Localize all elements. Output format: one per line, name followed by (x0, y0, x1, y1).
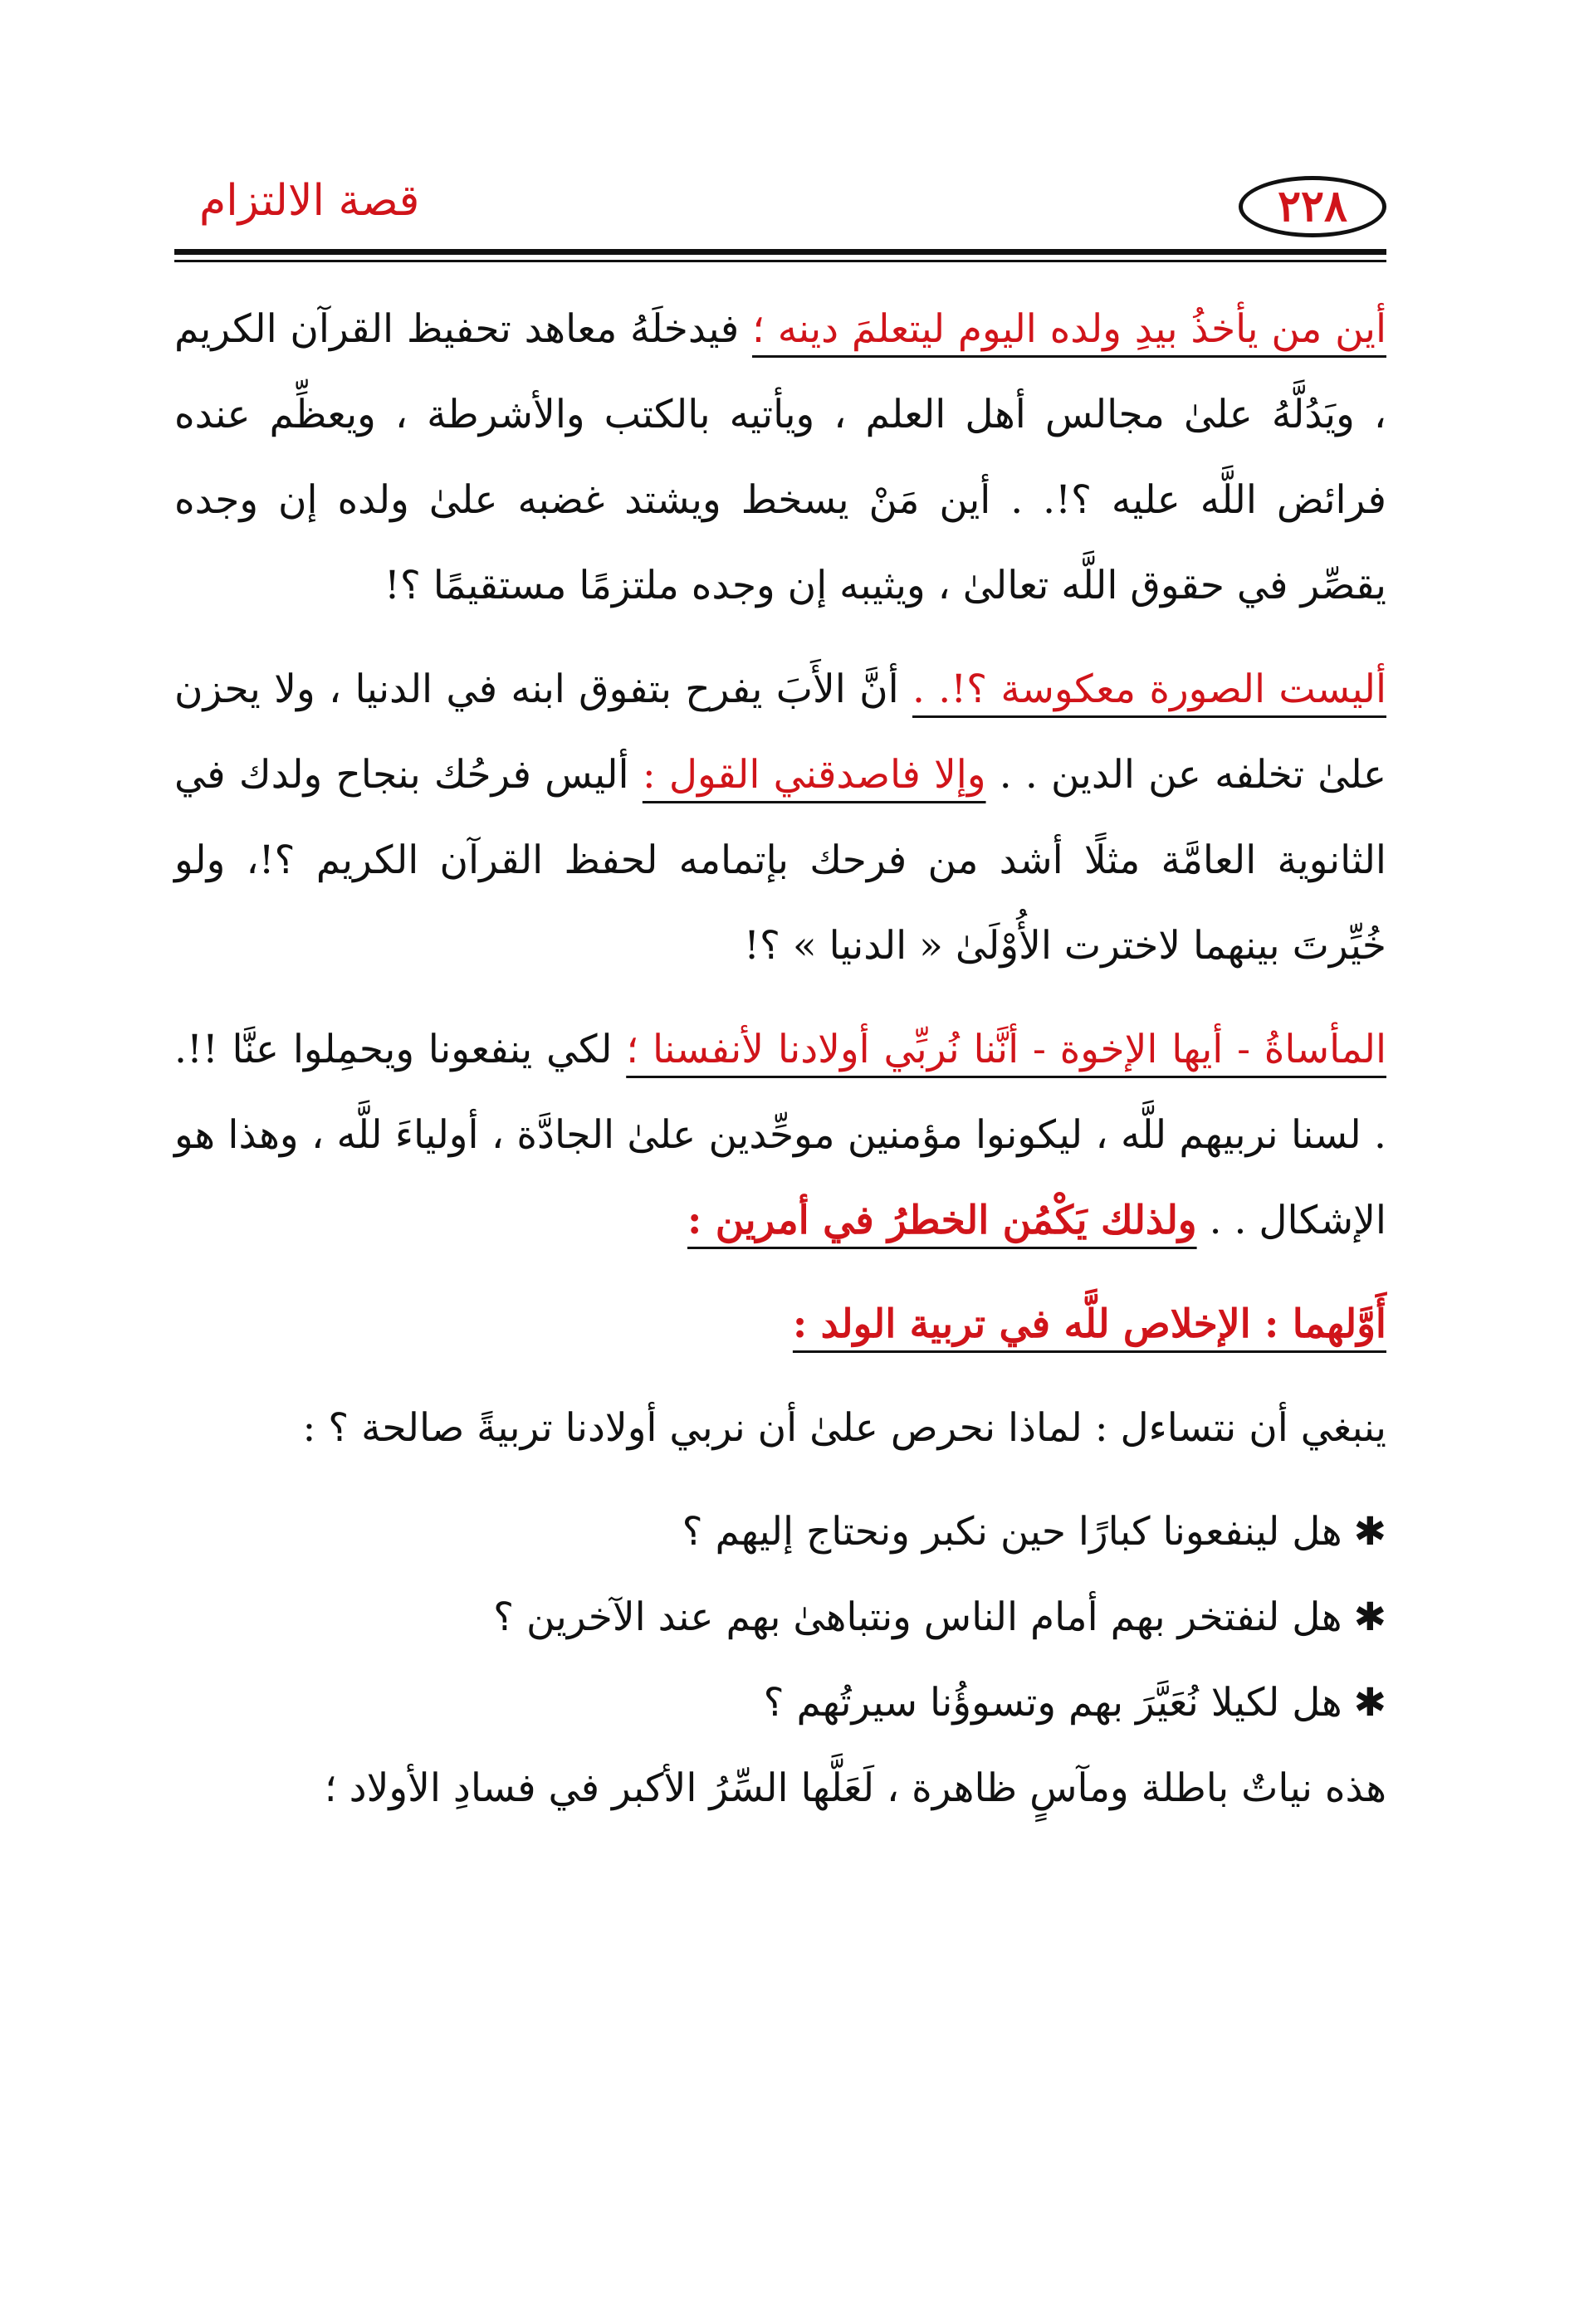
paragraph-4 (174, 1385, 1386, 1471)
highlight-phrase: أليست الصورة معكوسة ؟!. . (912, 666, 1386, 712)
paragraph-text: أليس فرحُك بنجاح ولدك في الثانوية العامَّة مثلًا أشد من فرحك بإتمامه لحفظ القرآن الكريم ؟!، ولو خُيِّرتَ بينهما لاخترت الأُوْلَىٰ « الدنيا » ؟! (174, 752, 1386, 969)
asterisk-icon: ✱ (1353, 1680, 1386, 1726)
highlight-phrase: أين من يأخذُ بيدِ ولده اليوم ليتعلمَ دينه ؛ (751, 306, 1386, 352)
paragraph-3 (174, 1007, 1386, 1263)
paragraph-text: ينبغي أن نتساءل : لماذا نحرص علىٰ أن نربي أولادنا تربيةً صالحة ؟ : (302, 1405, 1386, 1451)
bullet-item (174, 1489, 1386, 1575)
page-header (174, 156, 1386, 247)
bullet-item (174, 1575, 1386, 1660)
page-number-text: ٢٢٨ (1278, 181, 1347, 232)
page-number (1239, 176, 1386, 237)
paragraph-text: لكي ينفعونا ويحمِلوا عنَّا !!. . لسنا نربيهم للَّه ، ليكونوا مؤمنين موحِّدين علىٰ الجادَّة ، أولياءَ للَّه ، وهذا هو الإشكال . . (174, 1027, 1386, 1243)
highlight-phrase-bold: ولذلك يَكْمُن الخطرُ في أمرين : (687, 1198, 1197, 1243)
asterisk-icon: ✱ (1353, 1594, 1386, 1640)
paragraph-text: أنَّ الأَبَ يفرح بتفوق ابنه في الدنيا ، ولا يحزن علىٰ تخلفه عن الدين . . (174, 666, 1387, 798)
paragraph-text: فيدخلَهُ معاهد تحفيظ القرآن الكريم ، ويَدُلَّهُ علىٰ مجالس أهل العلم ، ويأتيه بالكتب والأشرطة ، ويعظِّم عنده فرائض اللَّه عليه ؟!. . أين مَنْ يسخط ويشتد غضبه علىٰ ولده إن وجده يقصِّر في حقوق اللَّه تعالىٰ ، ويثيبه إن وجده ملتزمًا مستقيمًا ؟! (174, 306, 1386, 608)
header-rule-thick (174, 249, 1386, 255)
highlight-phrase: وإلا فاصدقني القول : (642, 752, 986, 798)
bullet-text: هل لنفتخر بهم أمام الناس ونتباهىٰ بهم عند الآخرين ؟ (493, 1594, 1342, 1640)
page-body (174, 286, 1386, 1849)
bullet-text: هل لكيلا نُعَيَّرَ بهم وتسوؤُنا سيرتُهم ؟ (763, 1680, 1342, 1726)
bullet-text: هل لينفعونا كبارًا حين نكبر ونحتاج إليهم ؟ (682, 1509, 1342, 1555)
bullet-item (174, 1660, 1386, 1745)
section-heading-text: أَوَّلهما : الإخلاص للَّه في تربية الولد : (792, 1301, 1386, 1347)
paragraph-2 (174, 647, 1386, 989)
header-rule-thin (174, 260, 1386, 262)
highlight-phrase: المأساةُ - أيها الإخوة - أنَّنا نُربِّي أولادنا لأنفسنا ؛ (626, 1027, 1386, 1072)
paragraph-5 (174, 1745, 1386, 1831)
section-heading (174, 1282, 1386, 1367)
asterisk-icon: ✱ (1353, 1509, 1386, 1555)
paragraph-text: هذه نياتٌ باطلة ومآسٍ ظاهرة ، لَعَلَّها السِّرُ الأكبر في فسادِ الأولاد ؛ (324, 1765, 1386, 1811)
book-title: قصة الالتزام (199, 176, 420, 226)
paragraph-1 (174, 286, 1386, 628)
